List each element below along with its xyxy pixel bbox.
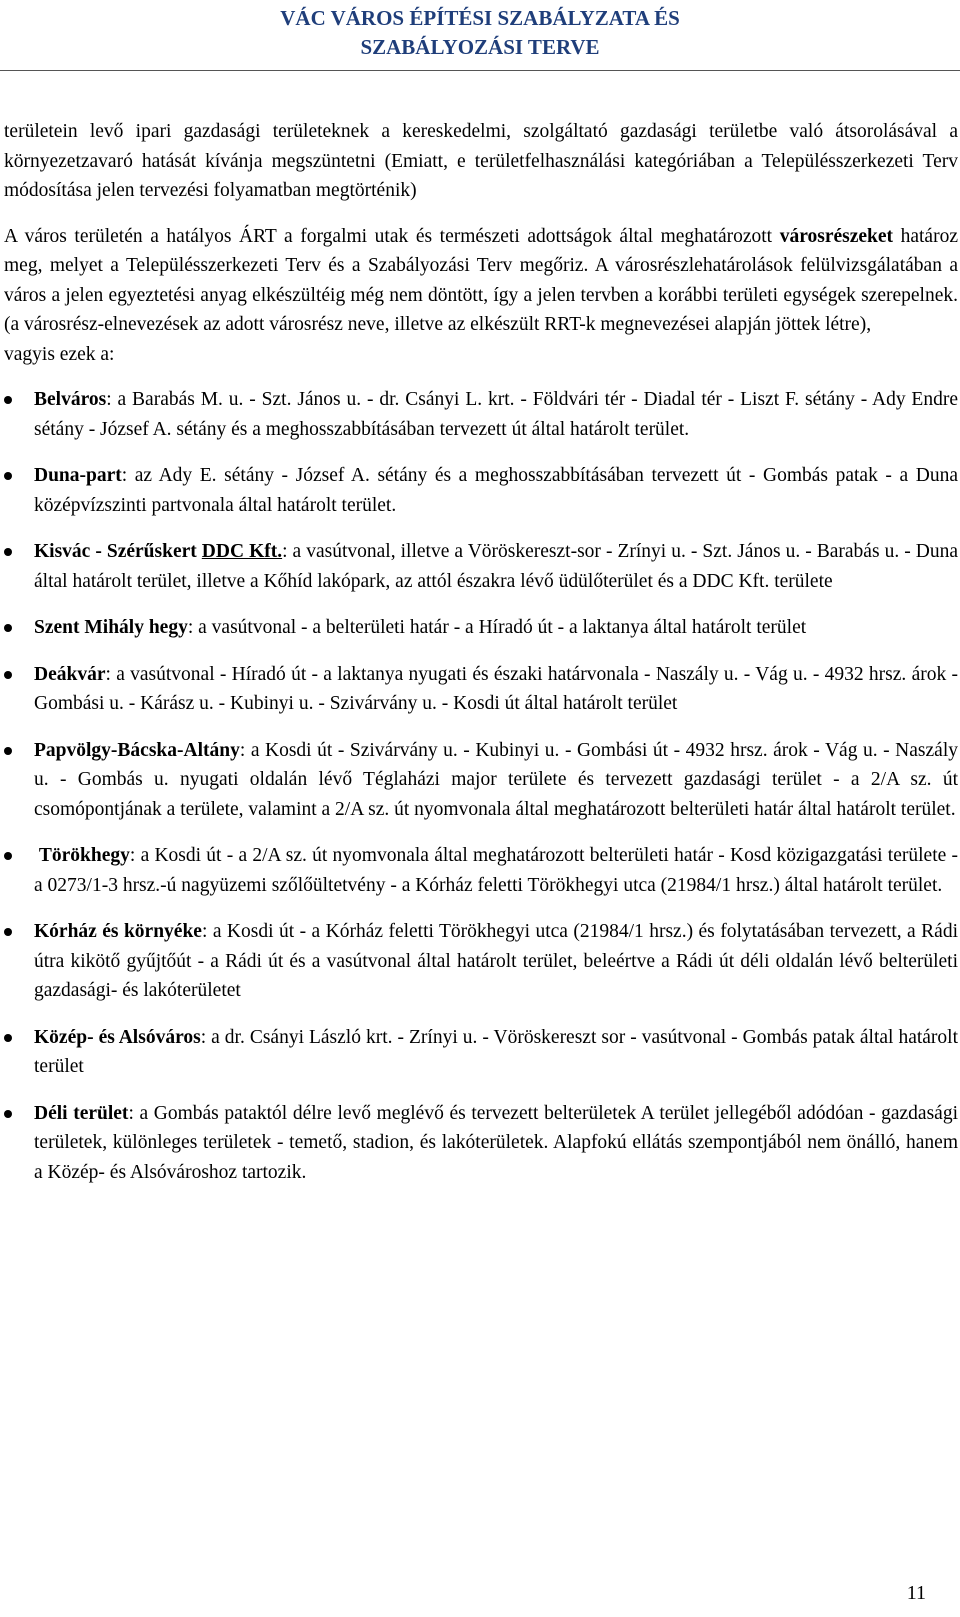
district-list [4, 385, 958, 1187]
district-name: Deákvár [34, 663, 106, 685]
district-description: : a Kosdi út - a Kórház feletti Törökhegyi utca (21984/1 hrsz.) és folytatásában tervezett, a Rádi útra kikötő gyűjtőút - a Rádi út és a vasútvonal által határolt terület, beleértve a Rádi út déli oldalán lévő belterületi gazdasági- és lakóterületet [34, 921, 958, 1001]
header-title-line-1: VÁC VÁROS ÉPÍTÉSI SZABÁLYZATA ÉS [280, 6, 680, 30]
bullet-icon [4, 928, 12, 936]
paragraph-2-end: határoz meg, melyet a Településszerkezeti Terv és a Szabályozási Terv megőriz. A városrészlehatárolások felülvizsgálatában a város a jelen egyeztetési anyag elkészültéig még nem döntött, így a jelen tervben a korábbi területi egységek szerepelnek. (a városrész-elnevezések az adott városrész neve, illetve az elkészült RRT-k megnevezései alapján jöttek létre), [4, 225, 958, 335]
district-name-underlined: DDC Kft. [201, 541, 283, 562]
list-item [4, 736, 958, 825]
district-name: Törökhegy [34, 845, 130, 866]
document-body [4, 117, 958, 1204]
document-header [0, 4, 960, 62]
bullet-icon [4, 548, 12, 556]
list-item [4, 917, 958, 1006]
bullet-icon [4, 671, 12, 679]
bullet-icon [4, 396, 12, 404]
page-number: 11 [906, 1582, 926, 1604]
bullet-icon [4, 1034, 12, 1042]
paragraph-2-bold-term: városrészeket [779, 225, 894, 247]
district-description: : a Kosdi út - Szivárvány u. - Kubinyi u. - Gombási út - 4932 hrsz. árok - Vág u. - Naszály u. - Gombás u. nyugati oldalán lévő Téglaházi major területe és tervezett gazdasági terület - a 2/A sz. út csomópontjának a területe, valamint a 2/A sz. út nyomvonala által meghatározott belterületi határ által határolt terület. [34, 739, 958, 820]
list-intro: vagyis ezek a: [4, 343, 115, 365]
district-description: : a Barabás M. u. - Szt. János u. - dr. Csányi L. krt. - Földvári tér - Diadal tér - Liszt F. sétány - Ady Endre sétány - József A. sétány és a meghosszabbításában tervezett út által határolt terület. [34, 389, 958, 440]
district-name: Kórház és környéke [34, 921, 202, 942]
list-item [4, 1023, 958, 1082]
paragraph-1: területein levő ipari gazdasági területeknek a kereskedelmi, szolgáltató gazdasági területbe való átsorolásával a környezetzavaró hatását kívánja megszüntetni (Emiatt, e területfelhasználási kategóriában a Településszerkezeti Terv módosítása jelen tervezési folyamatban megtörténik) [4, 121, 958, 201]
paragraph-2 [4, 222, 958, 340]
district-description: : a vasútvonal - a belterületi határ - a Híradó út - a laktanya által határolt terület [187, 617, 807, 638]
list-item [4, 613, 958, 643]
list-item [4, 385, 958, 444]
list-item [4, 537, 958, 596]
district-description: : a Gombás pataktól délre levő meglévő és tervezett belterületek A terület jellegéből adódóan - gazdasági területek, különleges területek - temető, stadion, és lakóterületek. Alapfokú ellátás szempontjából nem önálló, hanem a Közép- és Alsóvároshoz tartozik. [34, 1102, 958, 1183]
district-description: : a Kosdi út - a 2/A sz. út nyomvonala által meghatározott belterületi határ - Kosd közigazgatási területe - a 0273/1-3 hrsz.-ú nagyüzemi szőlőültetvény - a Kórház feletti Törökhegyi utca (21984/1 hrsz.) által határolt terület. [34, 845, 959, 896]
district-description: : a vasútvonal, illetve a Vöröskereszt-sor - Zrínyi u. - Szt. János u. - Barabás u. - Duna által határolt terület, illetve a Kőhíd lakópark, az attól északra lévő üdülőterület és a DDC Kft. területe [34, 541, 958, 592]
bullet-icon [4, 852, 12, 860]
district-description: : az Ady E. sétány - József A. sétány és a meghosszabbításában tervezett út - Gombás patak - a Duna középvízszinti partvonala által határolt terület. [34, 465, 958, 516]
district-name: Duna-part [34, 465, 122, 486]
bullet-icon [4, 747, 12, 755]
bullet-icon [4, 472, 12, 480]
list-item [4, 841, 958, 900]
district-description: : a dr. Csányi László krt. - Zrínyi u. - Vöröskereszt sor - vasútvonal - Gombás patak által határolt terület [34, 1026, 958, 1077]
list-item [4, 461, 958, 520]
header-title-line-2: SZABÁLYOZÁSI TERVE [360, 35, 600, 59]
list-item [4, 1099, 958, 1188]
district-name: Déli terület [34, 1102, 129, 1124]
district-name: Közép- és Alsóváros [34, 1026, 201, 1048]
header-divider [0, 70, 960, 71]
district-name: Kisvác - Szérűskert [34, 541, 202, 562]
paragraph-2-start: A város területén a hatályos ÁRT a forgalmi utak és természeti adottságok által meghatározott [4, 225, 780, 247]
bullet-icon [4, 624, 12, 632]
district-name: Szent Mihály hegy [34, 617, 188, 638]
bullet-icon [4, 1110, 12, 1118]
list-item [4, 660, 958, 719]
district-description: : a vasútvonal - Híradó út - a laktanya nyugati és északi határvonala - Naszály u. - Vág u. - 4932 hrsz. árok - Gombási u. - Kárász u. - Kubinyi u. - Szivárvány u. - Kosdi út által határolt terület [34, 663, 958, 714]
district-name: Belváros [34, 389, 107, 410]
district-name: Papvölgy-Bácska-Altány [34, 739, 240, 761]
